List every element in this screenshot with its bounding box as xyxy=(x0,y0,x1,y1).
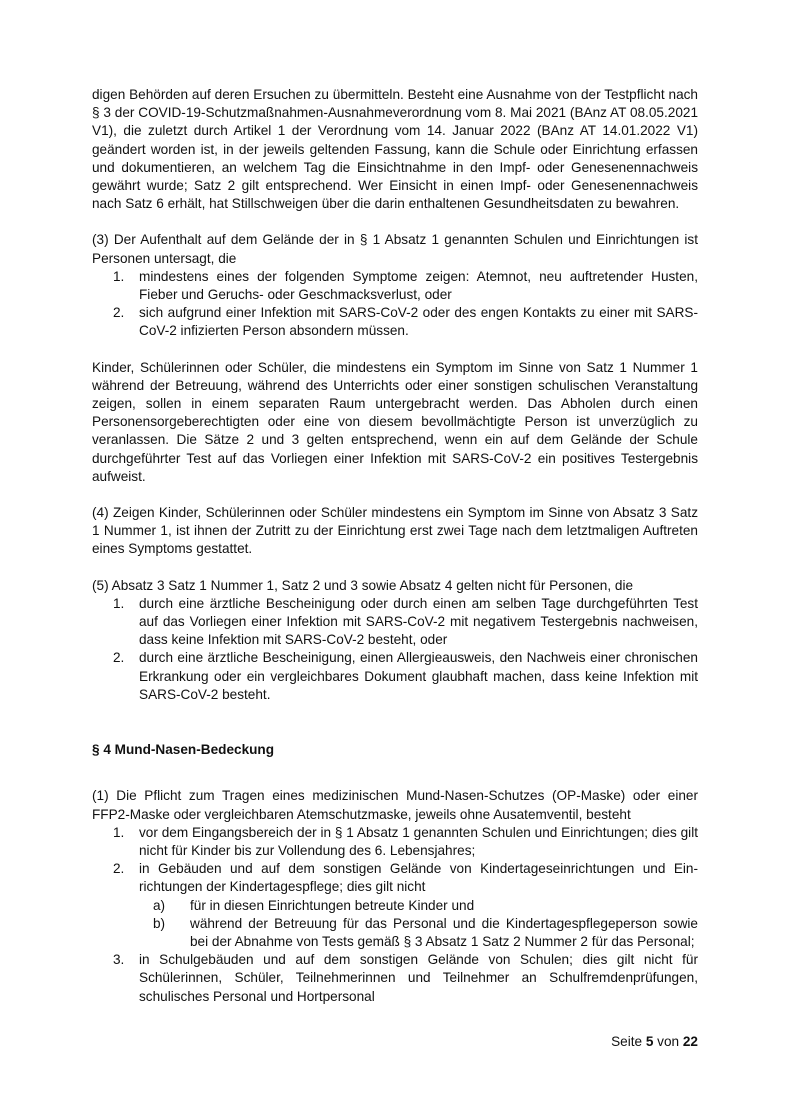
list-item xyxy=(92,649,698,704)
document-page xyxy=(92,86,698,1006)
section3-para4: (4) Zeigen Kinder, Schülerinnen oder Schüler mindestens ein Symptom im Sinne von Absatz 3 Satz 1 Nummer 1, ist ihnen der Zutritt zu der Einrichtung erst zwei Tage nach dem letztmaligen Auftreten eines Symptoms gestattet. xyxy=(92,505,698,557)
list-item xyxy=(92,824,698,860)
sub-list-letter: a) xyxy=(153,897,166,913)
list-number: 2. xyxy=(113,861,125,877)
list-number: 2. xyxy=(113,305,125,321)
intro-paragraph: digen Behörden auf deren Ersuchen zu übermitteln. Besteht eine Ausnahme von der Testpflicht nach § 3 der COVID-19-Schutzmaßnahmen-Ausnahmeverordnung vom 8. Mai 2021 (BAnz AT 08.05.2021 V1), die zuletzt durch Artikel 1 der Verordnung vom 14. Januar 2022 (BAnz AT 14.01.2022 V1) geändert worden ist, in der jeweils geltenden Fassung, kann die Schule oder Einrichtung erfassen und dokumentieren, an welchem Tag die Einsichtnahme in den Impf- oder Genesenennachweis gewährt wurde; Satz 2 gilt entsprechend. Wer Einsicht in einen Impf- oder Genesenennachweis nach Satz 6 erhält, hat Stillschweigen über die darin enthaltenen Gesundheitsdaten zu bewahren. xyxy=(92,87,698,212)
list-text: in Schulgebäuden und auf dem sonstigen Gelände von Schulen; dies gilt nicht für Schülerinnen, Schüler, Teilnehmerinnen und Teilnehmer an Schulfremdenprüfungen, schulisches Personal und Hortpersonal xyxy=(139,952,698,1004)
footer-total-pages: 22 xyxy=(682,1034,698,1049)
list-text: sich aufgrund einer Infektion mit SARS-CoV-2 oder des engen Kontakts zu einer mit SARS-CoV-2 infizierten Person absondern müssen. xyxy=(139,305,698,339)
list-text: durch eine ärztliche Bescheinigung oder durch einen am selben Tage durchgeführten Test auf das Vorliegen einer Infektion mit SARS-CoV-2 mit negativem Testergebnis nachweisen, dass keine Infektion mit SARS-CoV-2 besteht, oder xyxy=(139,595,698,648)
list-text: durch eine ärztliche Bescheinigung, einen Allergieausweis, den Nachweis einer chronischen Erkrankung oder ein vergleichbares Dokument glaubhaft machen, dass keine Infektion mit SARS-CoV-2 besteht. xyxy=(139,650,698,702)
list-item xyxy=(92,860,698,896)
list-text: mindestens eines der folgenden Symptome zeigen: Atemnot, neu auftretender Husten, Fieber und Geruchs- oder Geschmacksverlust, oder xyxy=(139,268,698,303)
footer-middle: von xyxy=(657,1034,680,1049)
list-number: 1. xyxy=(113,268,125,284)
sub-list-text: während der Betreuung für das Personal und die Kindertagespflegeperson sowie bei der Abnahme von Tests gemäß § 3 Absatz 1 Satz 2 Nummer 2 für das Personal; xyxy=(190,915,698,949)
list-number: 1. xyxy=(113,595,125,611)
list-text: in Gebäuden und auf dem sonstigen Gelände von Kindertageseinrichtungen und Einrichtungen der Kindertagespflege; dies gilt nicht xyxy=(139,861,698,895)
list-number: 3. xyxy=(113,952,125,968)
section3-para5-list xyxy=(92,595,698,704)
sub-list-item xyxy=(92,915,698,951)
section3-para3-intro: (3) Der Aufenthalt auf dem Gelände der in § 1 Absatz 1 genannten Schulen und Einrichtungen ist Personen untersagt, die xyxy=(92,232,698,266)
section3-para3-list xyxy=(92,268,698,341)
page-footer xyxy=(611,1034,698,1049)
sub-list-letter: b) xyxy=(153,915,166,931)
list-text: vor dem Eingangsbereich der in § 1 Absatz 1 genannten Schulen und Einrichtungen; dies gilt nicht für Kinder bis zur Vollendung des 6. Lebensjahres; xyxy=(139,824,698,858)
list-item xyxy=(92,951,698,1006)
list-item xyxy=(92,304,698,340)
section4-heading: § 4 Mund-Nasen-Bedeckung xyxy=(92,742,275,758)
list-item xyxy=(92,595,698,650)
section4-para1-list xyxy=(92,824,698,1006)
section3-para5-intro: (5) Absatz 3 Satz 1 Nummer 1, Satz 2 und 3 sowie Absatz 4 gelten nicht für Personen, die xyxy=(92,577,634,593)
footer-prefix: Seite xyxy=(611,1034,643,1049)
list-number: 2. xyxy=(113,650,125,666)
section4-para1-intro: (1) Die Pflicht zum Tragen eines medizinischen Mund-Nasen-Schutzes (OP-Maske) oder einer FFP2-Maske oder vergleichbaren Atemschutzmaske, jeweils ohne Ausatemventil, besteht xyxy=(92,788,698,822)
sub-list-item xyxy=(92,897,698,915)
sub-list-text: für in diesen Einrichtungen betreute Kinder und xyxy=(190,897,475,913)
list-number: 1. xyxy=(113,824,125,840)
list-item xyxy=(92,268,698,304)
footer-page-number: 5 xyxy=(645,1034,654,1049)
kinder-paragraph: Kinder, Schülerinnen oder Schüler, die mindestens ein Symptom im Sinne von Satz 1 Nummer 1 während der Betreuung, während des Unterrichts oder einer sonstigen schulischen Veranstaltung zeigen, sollen in einem separaten Raum untergebracht werden. Das Abholen durch einen Personensorgeberechtigten oder eine von diesem bevollmächtigte Person ist unverzüglich zu veranlassen. Die Sätze 2 und 3 gelten entsprechend, wenn ein auf dem Gelände der Schule durchgeführter Test auf das Vorliegen einer Infektion mit SARS-CoV-2 ein positives Testergebnis aufweist. xyxy=(92,359,698,484)
